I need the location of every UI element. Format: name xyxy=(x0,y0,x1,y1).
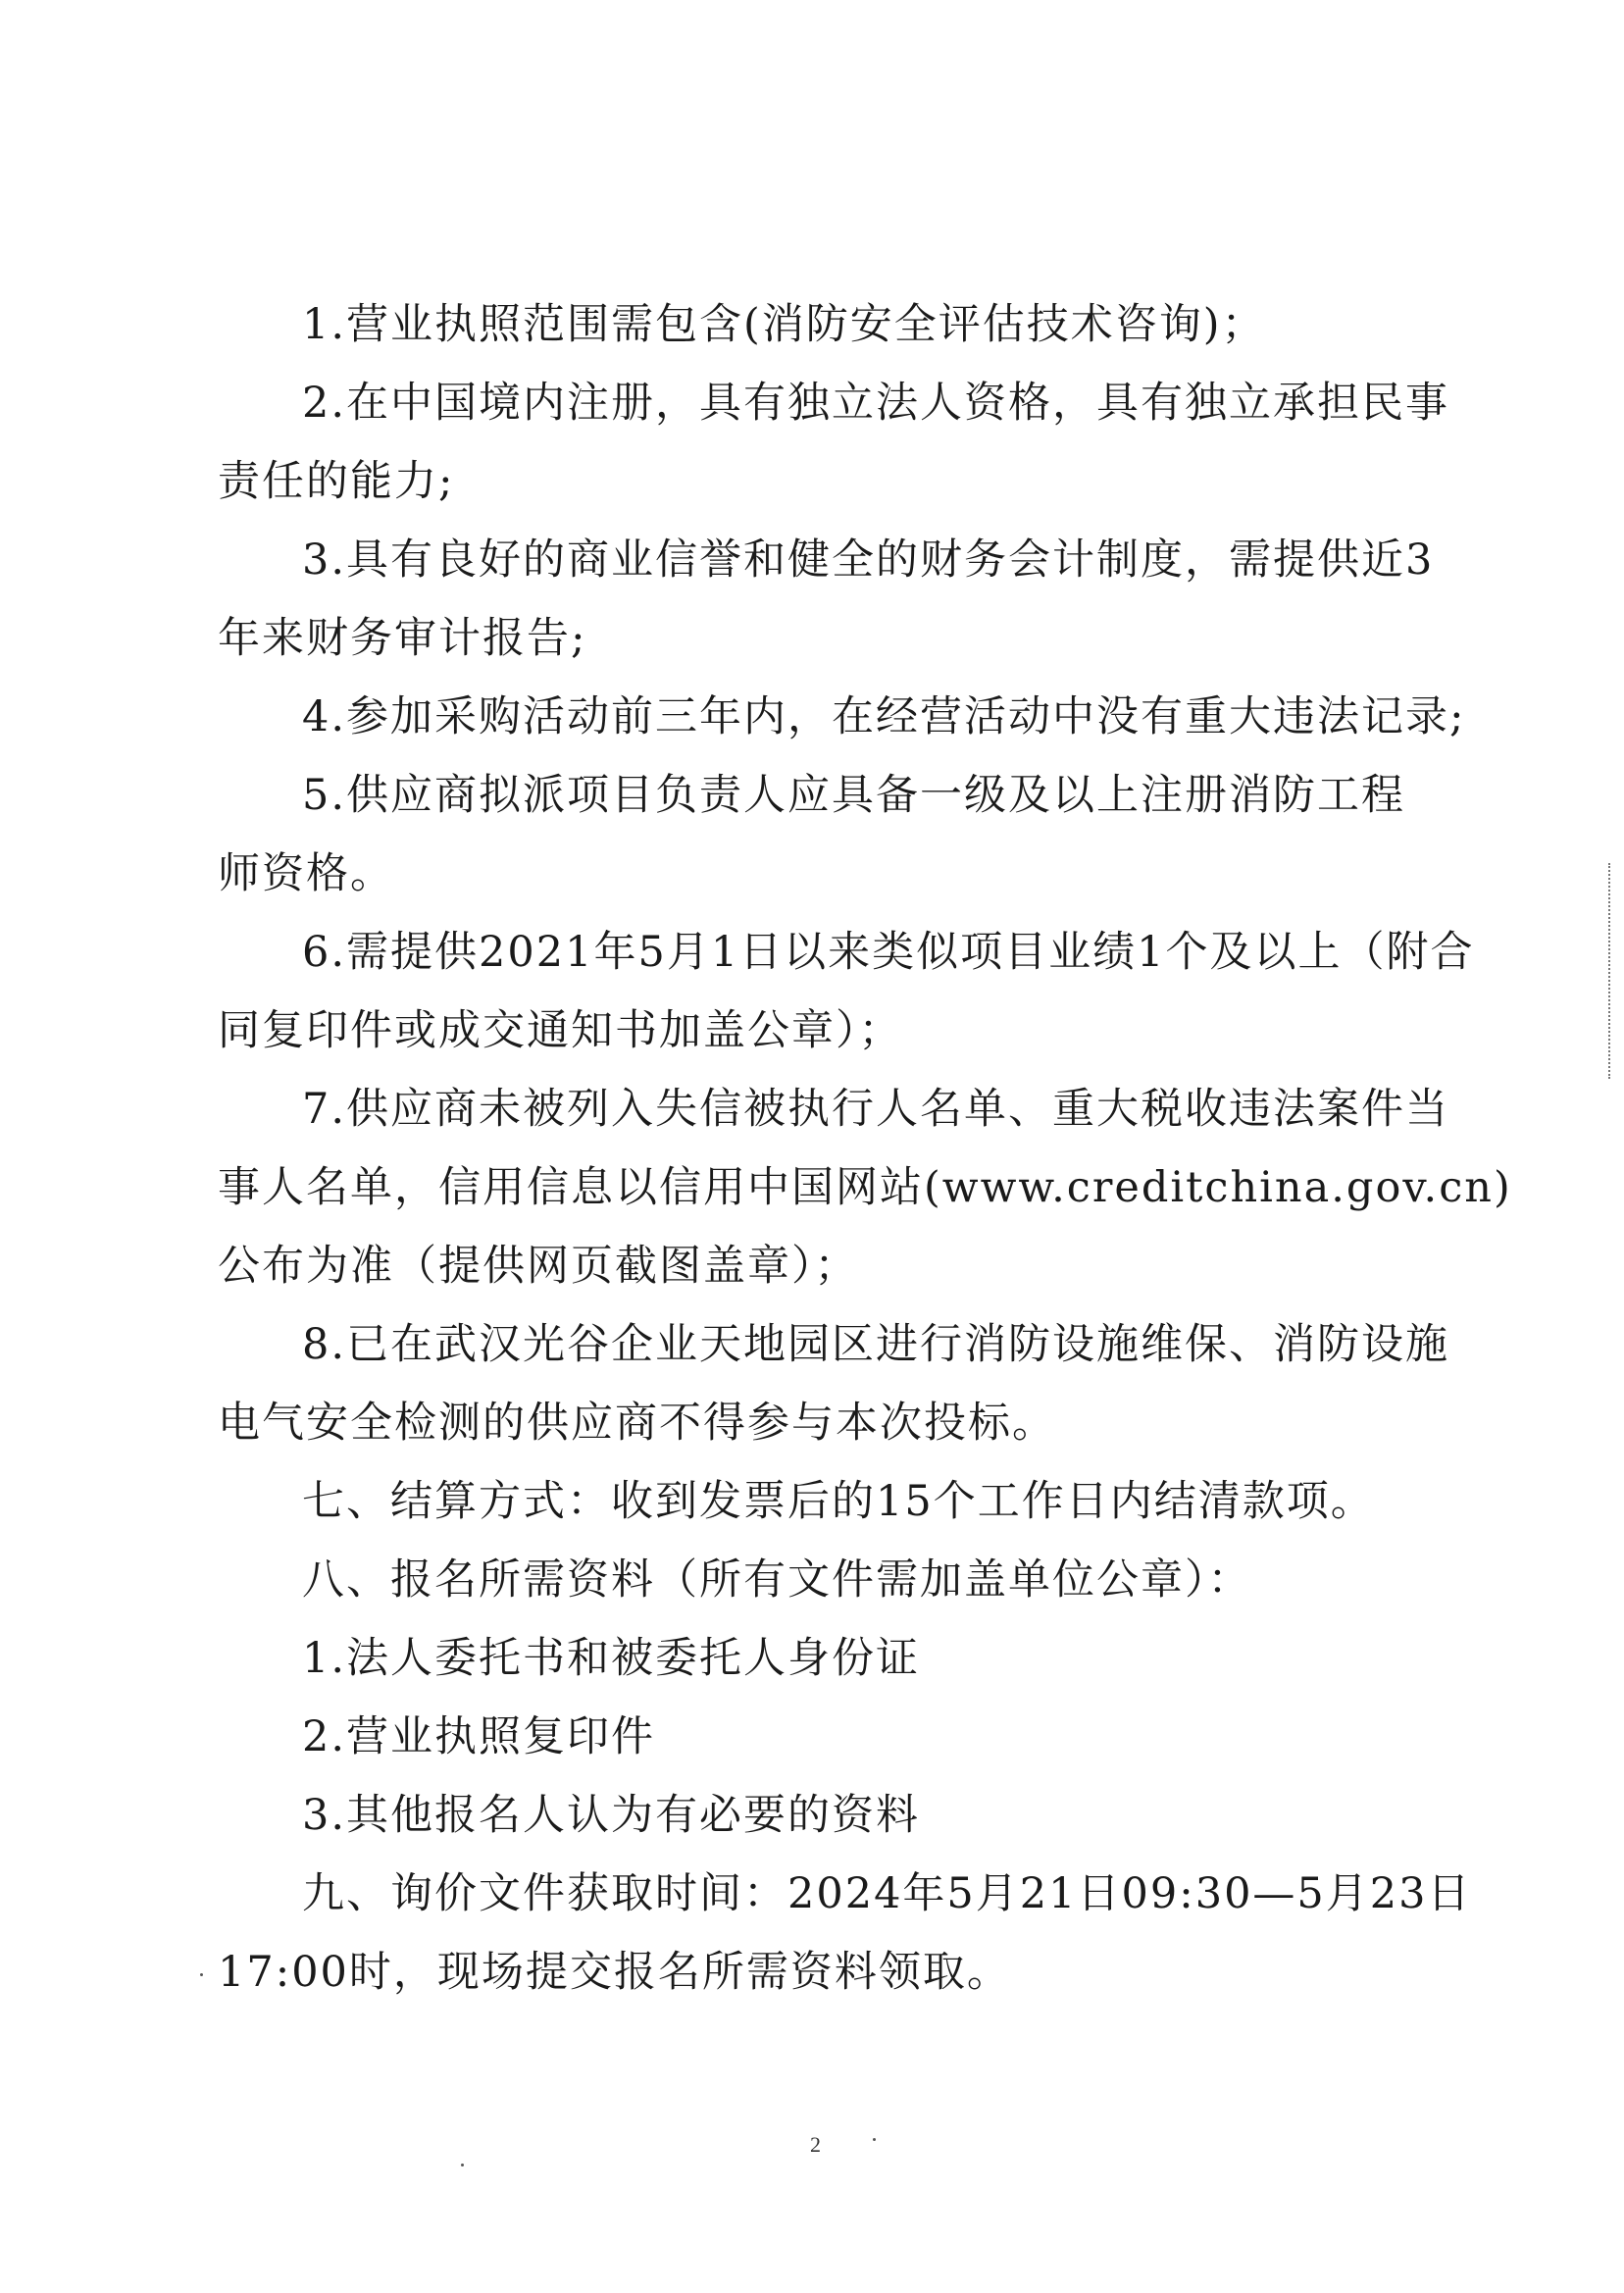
section-9-acquisition-time-cont: 17:00时，现场提交报名所需资料领取。 xyxy=(218,1948,1011,1997)
req-7-credit-blacklist: 7.供应商未被列入失信被执行人名单、重大税收违法案件当 xyxy=(302,1085,1450,1134)
req-2-registration-cont: 责任的能力; xyxy=(218,457,455,506)
doc-2-business-license: 2.营业执照复印件 xyxy=(302,1712,656,1761)
req-2-registration: 2.在中国境内注册，具有独立法人资格，具有独立承担民事 xyxy=(302,379,1450,428)
req-8-exclusion: 8.已在武汉光谷企业天地园区进行消防设施维保、消防设施 xyxy=(302,1320,1450,1369)
scan-speck xyxy=(200,1973,203,1976)
section-9-acquisition-time: 九、询价文件获取时间：2024年5月21日09:30—5月23日 xyxy=(302,1869,1472,1918)
page-number: 2 xyxy=(810,2132,821,2157)
scan-speck xyxy=(873,2138,876,2141)
section-8-registration-docs: 八、报名所需资料（所有文件需加盖单位公章）： xyxy=(302,1555,1252,1605)
req-4-no-violations: 4.参加采购活动前三年内，在经营活动中没有重大违法记录; xyxy=(302,692,1466,741)
req-3-credit: 3.具有良好的商业信誉和健全的财务会计制度，需提供近3 xyxy=(302,535,1435,585)
req-8-exclusion-cont: 电气安全检测的供应商不得参与本次投标。 xyxy=(218,1399,1056,1448)
doc-3-other: 3.其他报名人认为有必要的资料 xyxy=(302,1791,921,1840)
req-7-credit-blacklist-cont2: 公布为准（提供网页截图盖章）； xyxy=(218,1242,859,1291)
req-5-project-lead-cont: 师资格。 xyxy=(218,849,394,898)
req-3-credit-cont: 年来财务审计报告; xyxy=(218,614,587,663)
scan-speck xyxy=(461,2164,464,2166)
req-7-credit-blacklist-cont: 事人名单，信用信息以信用中国网站(www.creditchina.gov.cn) xyxy=(218,1163,1512,1212)
doc-1-authorization: 1.法人委托书和被委托人身份证 xyxy=(302,1634,921,1683)
req-1-business-scope: 1.营业执照范围需包含(消防安全评估技术咨询)； xyxy=(302,300,1266,349)
req-6-performance-cont: 同复印件或成交通知书加盖公章）； xyxy=(218,1006,903,1055)
req-5-project-lead: 5.供应商拟派项目负责人应具备一级及以上注册消防工程 xyxy=(302,771,1406,820)
scan-edge-mark xyxy=(1608,863,1612,1079)
req-6-performance: 6.需提供2021年5月1日以来类似项目业绩1个及以上（附合 xyxy=(302,928,1475,977)
section-7-settlement: 七、结算方式：收到发票后的15个工作日内结清款项。 xyxy=(302,1477,1375,1526)
